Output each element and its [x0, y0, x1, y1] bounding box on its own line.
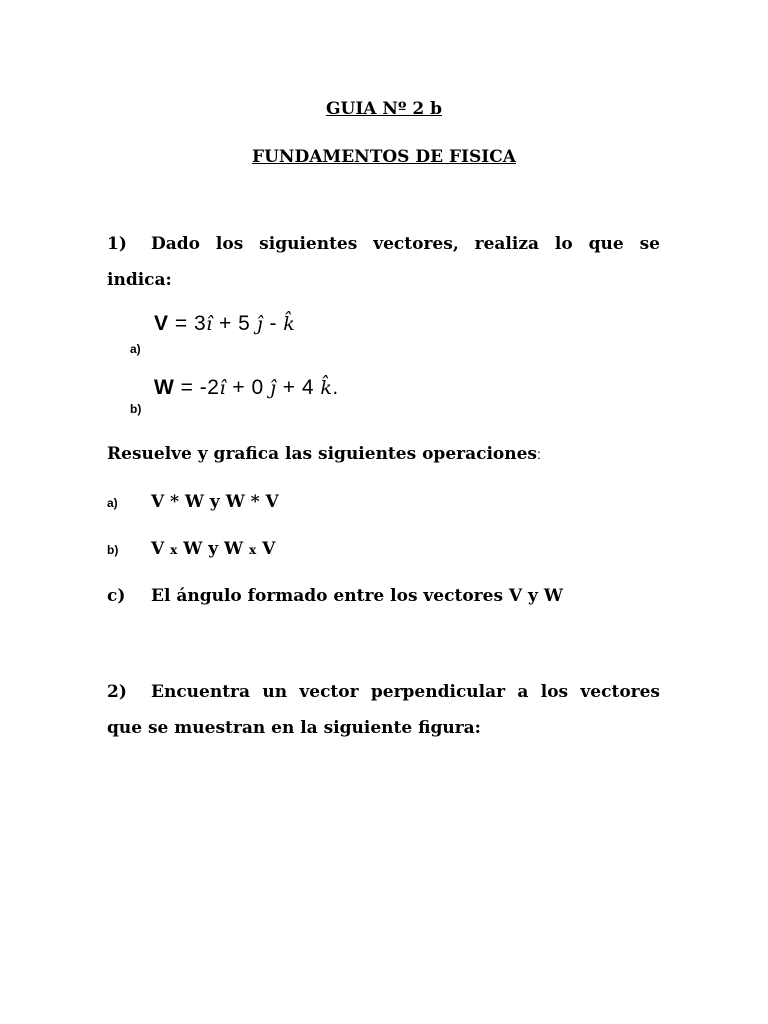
cross-symbol: x [170, 543, 178, 557]
operation-b-label: b) [107, 543, 119, 557]
operation-a-label: a) [107, 496, 118, 510]
unit-i-icon: î [219, 377, 227, 399]
instructions: Resuelve y grafica las siguientes operaciones: [107, 444, 541, 464]
vector-v-equation: V = 3î + 5 ĵ - k̂ [154, 312, 296, 335]
unit-k-icon: k̂ [320, 377, 333, 399]
operation-c [107, 584, 563, 608]
question-1 [107, 226, 660, 298]
course-title: FUNDAMENTOS DE FISICA [252, 147, 516, 167]
unit-j-icon: ĵ [256, 313, 264, 335]
question-2 [107, 674, 660, 746]
vector-w-label: b) [130, 402, 142, 416]
operation-a [107, 490, 279, 515]
operation-c-label: c) [107, 586, 126, 606]
operation-a-text: V * W y W * V [151, 492, 279, 512]
question-2-text: Encuentra un vector perpendicular a los vectores que se muestran en la siguiente figura: [107, 682, 660, 738]
operation-b: b) V x W y W x V [107, 537, 275, 562]
unit-i-icon: î [206, 313, 213, 335]
guide-title: GUIA Nº 2 b [326, 99, 442, 119]
vector-w-equation: W = -2î + 0 ĵ + 4 k̂. [154, 376, 339, 399]
instructions-text: Resuelve y grafica las siguientes operaciones [107, 444, 537, 464]
operation-c-text: El ángulo formado entre los vectores V y W [151, 586, 563, 606]
question-2-number: 2) [107, 682, 127, 702]
unit-j-icon: ĵ [270, 377, 277, 399]
unit-k-icon: k̂ [283, 313, 296, 335]
cross-symbol: x [249, 543, 257, 557]
question-1-number: 1) [107, 234, 127, 254]
vector-v-label: a) [130, 342, 141, 356]
question-1-text: Dado los siguientes vectores, realiza lo que se indica: [107, 234, 660, 290]
